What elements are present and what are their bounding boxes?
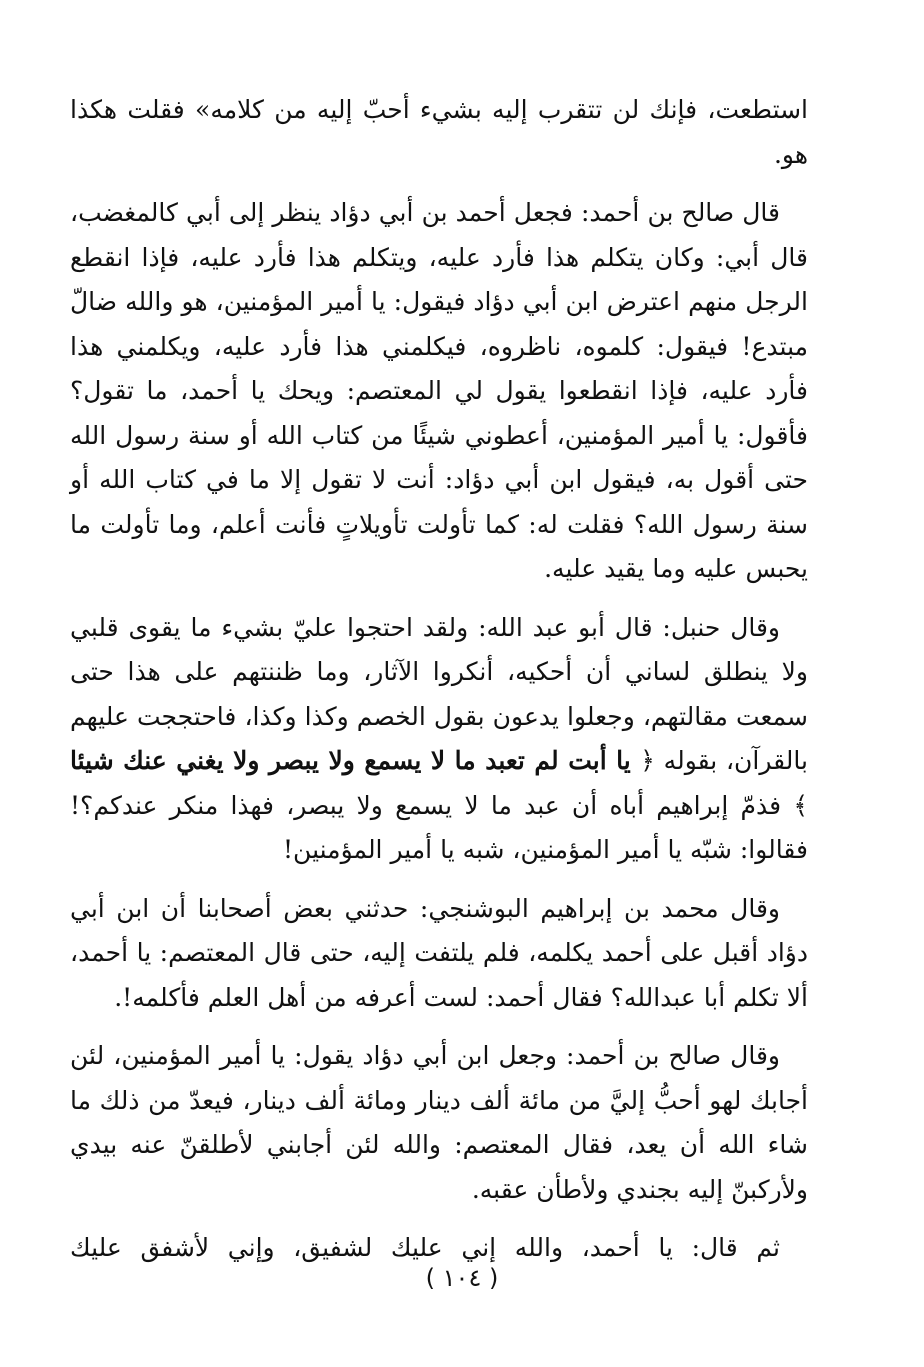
paragraph-3-after: ﴾ فذمّ إبراهيم أباه أن عبد ما لا يسمع ولا يبصر، فهذا منكر عندكم؟! فقالوا: شبّه يا أمير المؤمنين، شبه يا أمير المؤمنين! bbox=[70, 790, 808, 864]
paragraph-6: ثم قال: يا أحمد، والله إني عليك لشفيق، وإني لأشفق عليك bbox=[70, 1233, 780, 1262]
paragraph-3 bbox=[70, 606, 808, 873]
paragraph-5: وقال صالح بن أحمد: وجعل ابن أبي دؤاد يقول: يا أمير المؤمنين، لئن أجابك لهو أحبُّ إليَّ من مائة ألف دينار ومائة ألف دينار، فيعدّ من ذلك ما شاء الله أن يعد، فقال المعتصم: والله لئن أجابني لأطلقنّ عنه بيدي ولأركبنّ إليه بجندي ولأطأن عقبه. bbox=[70, 1041, 808, 1204]
main-text bbox=[70, 88, 808, 1285]
paragraph-4: وقال محمد بن إبراهيم البوشنجي: حدثني بعض أصحابنا أن ابن أبي دؤاد أقبل على أحمد يكلمه، فلم يلتفت إليه، حتى قال المعتصم: يا أحمد، ألا تكلم أبا عبدالله؟ فقال أحمد: لست أعرفه من أهل العلم فأكلمه!. bbox=[70, 893, 808, 1012]
quranic-quote: يا أبت لم تعبد ما لا يسمع ولا يبصر ولا يغني عنك شيئا bbox=[70, 746, 641, 775]
paragraph-3-before: وقال حنبل: قال أبو عبد الله: ولقد احتجوا عليّ بشيء ما يقوى قلبي ولا ينطلق لساني أن أحكيه، أنكروا الآثار، وما ظننتهم على هذا حتى سمعت مقالتهم، وجعلوا يدعون بقول الخصم وكذا وكذا، فاحتججت عليهم بالقرآن، بقوله ﴿ bbox=[70, 612, 808, 775]
paragraph-2: قال صالح بن أحمد: فجعل أحمد بن أبي دؤاد ينظر إلى أبي كالمغضب، قال أبي: وكان يتكلم هذا فأرد عليه، ويتكلم هذا فأرد عليه، فإذا انقطع الرجل منهم اعترض ابن أبي دؤاد فيقول: يا أمير المؤمنين، هو والله ضالّ مبتدع! فيقول: كلموه، ناظروه، فيكلمني هذا فأرد عليه، ويكلمني هذا فأرد عليه، فإذا انقطعوا يقول لي المعتصم: ويحك يا أحمد، ما تقول؟ فأقول: يا أمير المؤمنين، أعطوني شيئًا من كتاب الله أو سنة رسول الله حتى أقول به، فيقول ابن أبي دؤاد: أنت لا تقول إلا ما في كتاب الله أو سنة رسول الله؟ فقلت له: كما تأولت تأويلاتٍ فأنت أعلم، وما تأولت ما يحبس عليه وما يقيد عليه. bbox=[70, 198, 808, 583]
paragraph-1: استطعت، فإنك لن تتقرب إليه بشيء أحبّ إليه من كلامه» فقلت هكذا هو. bbox=[70, 95, 808, 169]
page-number: ( ١٠٤ ) bbox=[425, 1264, 499, 1292]
